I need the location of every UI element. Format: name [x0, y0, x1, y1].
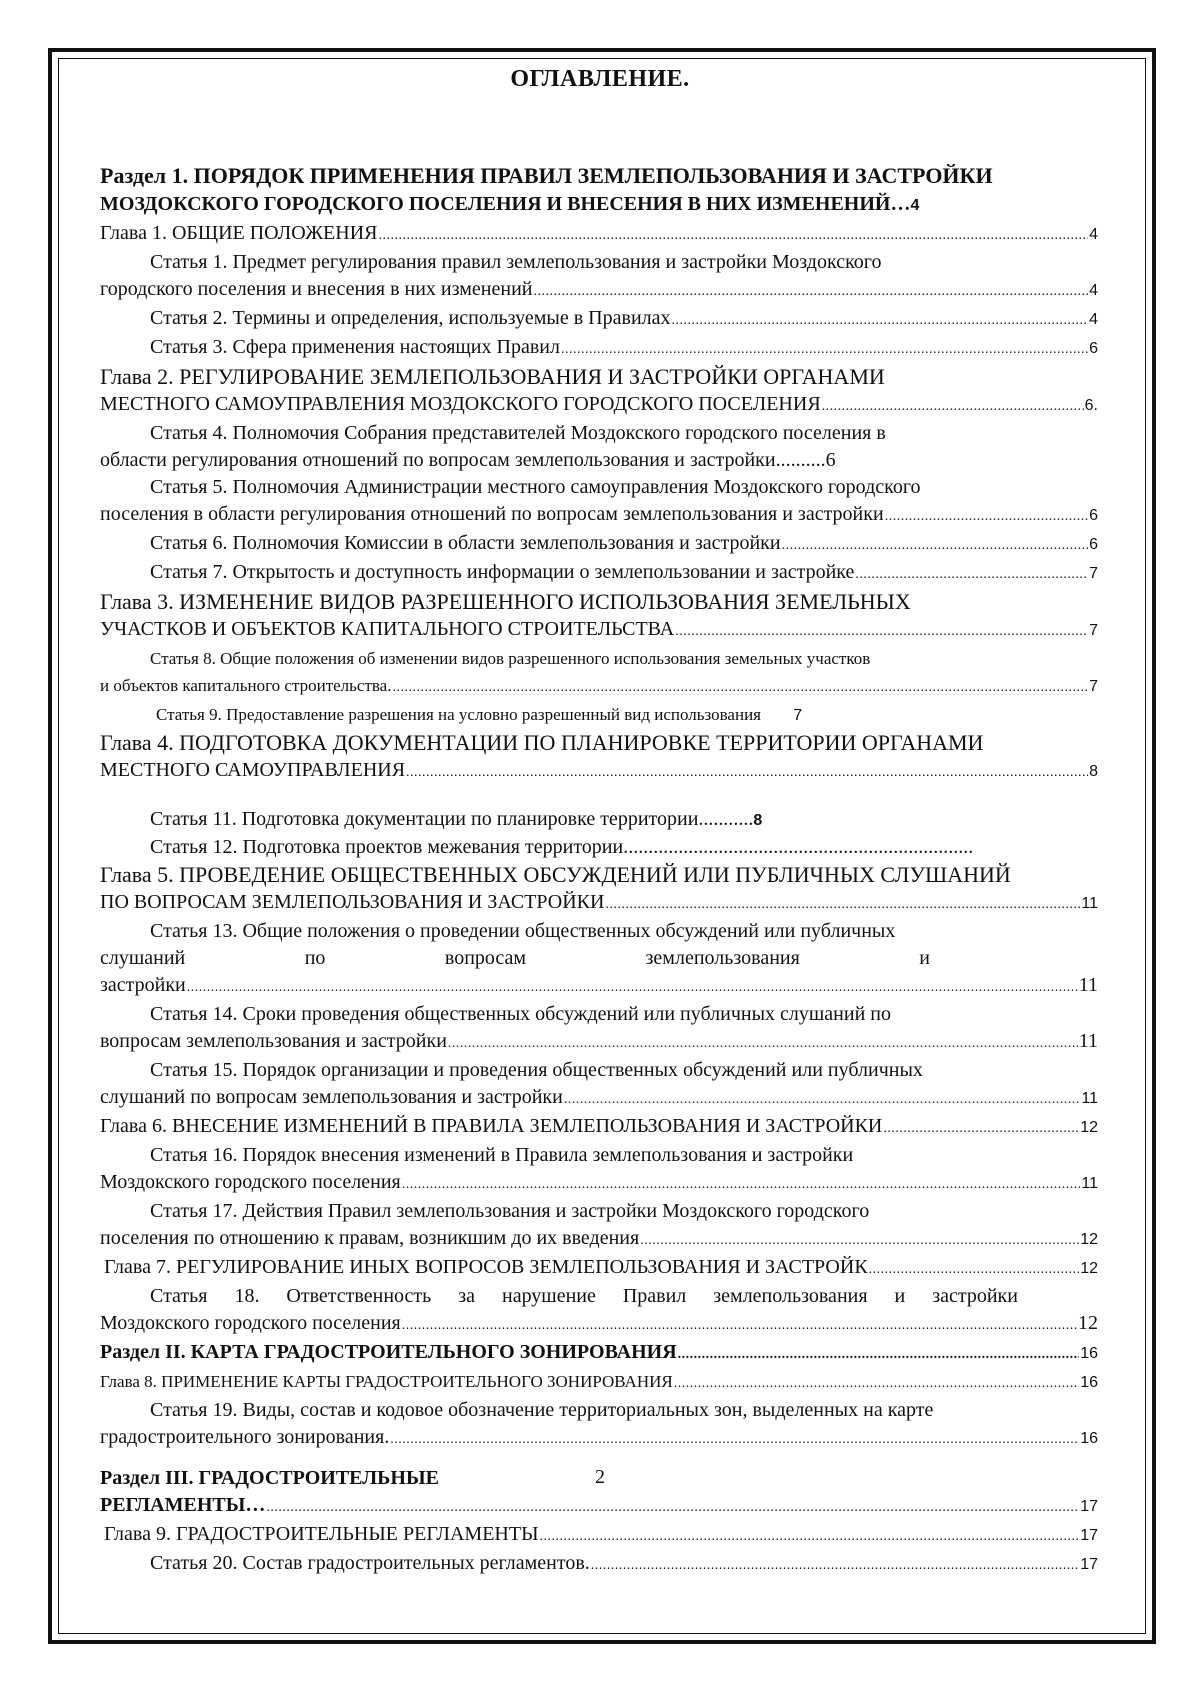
toc-entry-text: и объектов капитального строительства. [100, 676, 392, 695]
page-number: 2 [595, 1466, 605, 1488]
toc-page-number: 11 [1081, 1090, 1098, 1107]
toc-page-number: 11 [1078, 974, 1098, 996]
toc-chapter-3[interactable] [100, 588, 1098, 645]
toc-entry-text: Глава 6. ВНЕСЕНИЕ ИЗМЕНЕНИЙ В ПРАВИЛА ЗЕМЛЕПОЛЬЗОВАНИЯ И ЗАСТРОЙКИ [100, 1115, 883, 1137]
toc-article-20[interactable] [100, 1550, 1098, 1579]
toc-entry-text: Статья 16. Порядок внесения изменений в Правила землепользования и застройки [150, 1144, 854, 1166]
toc-page-number: 16 [1080, 1430, 1098, 1447]
toc-page-number: 12 [1080, 1231, 1098, 1248]
toc-chapter-5[interactable] [100, 861, 1098, 918]
toc-chapter-2[interactable] [100, 363, 1098, 420]
toc-page-number: 7 [1089, 565, 1098, 582]
toc-page-number: 8 [1089, 763, 1098, 780]
toc-entry-text: Статья 17. Действия Правил землепользования и застройки Моздокского городского [150, 1200, 870, 1222]
toc-entry-text: Глава 7. РЕГУЛИРОВАНИЕ ИНЫХ ВОПРОСОВ ЗЕМЛЕПОЛЬЗОВАНИЯ И ЗАСТРОЙК [104, 1256, 868, 1278]
toc-page-number: 11 [1081, 895, 1098, 912]
toc-page-number: 11 [1081, 1175, 1098, 1192]
toc-page-number: 17 [1080, 1527, 1098, 1544]
toc-chapter-7[interactable] [100, 1254, 1098, 1283]
toc-entry-text: Статья 14. Сроки проведения общественных обсуждений или публичных слушаний по [150, 1003, 891, 1025]
toc-entry-text: Статья 15. Порядок организации и проведения общественных обсуждений или публичных [150, 1059, 923, 1081]
toc-page-number: 4 [1089, 226, 1098, 243]
toc-article-12[interactable] [100, 834, 1098, 861]
toc-entry-text: Глава 9. ГРАДОСТРОИТЕЛЬНЫЕ РЕГЛАМЕНТЫ [104, 1523, 539, 1545]
toc-entry-text: Статья 12. Подготовка проектов межевания территории...................................................................... [150, 836, 974, 858]
toc-section-1-line1: Раздел 1. ПОРЯДОК ПРИМЕНЕНИЯ ПРАВИЛ ЗЕМЛЕПОЛЬЗОВАНИЯ И ЗАСТРОЙКИ [100, 163, 993, 188]
toc-chapter-9[interactable] [100, 1521, 1098, 1550]
toc-entry-text: РЕГЛАМЕНТЫ… [100, 1494, 266, 1516]
toc-page-number: 7 [1089, 622, 1098, 639]
toc-entry-text: Глава 2. РЕГУЛИРОВАНИЕ ЗЕМЛЕПОЛЬЗОВАНИЯ И ЗАСТРОЙКИ ОРГАНАМИ [100, 364, 885, 389]
toc-article-18[interactable]: Статья 18. Ответственность за нарушение Правил землепользования и застройки Моздокского городского поселения ..... 12 [100, 1283, 1098, 1339]
toc-article-7[interactable] [100, 559, 1098, 588]
toc-entry-text: Глава 4. ПОДГОТОВКА ДОКУМЕНТАЦИИ ПО ПЛАНИРОВКЕ ТЕРРИТОРИИ ОРГАНАМИ [100, 730, 984, 755]
toc-entry-text: Статья 1. Предмет регулирования правил землепользования и застройки Моздокского [150, 251, 882, 273]
toc-page-number: 12 [1080, 1260, 1098, 1277]
toc-article-17[interactable] [100, 1198, 1098, 1254]
table-of-contents [100, 162, 1098, 1579]
toc-page-number: 4 [1089, 282, 1098, 299]
toc-entry-text: Глава 8. ПРИМЕНЕНИЕ КАРТЫ ГРАДОСТРОИТЕЛЬНОГО ЗОНИРОВАНИЯ [100, 1372, 673, 1391]
toc-entry-text: Статья 7. Открытость и доступность информации о землепользовании и застройке [150, 561, 855, 583]
toc-article-3[interactable] [100, 334, 1098, 363]
toc-entry-text: Статья 2. Термины и определения, используемые в Правилах [150, 307, 671, 329]
toc-entry-text: Статья 6. Полномочия Комиссии в области землепользования и застройки [150, 532, 781, 554]
toc-article-8[interactable] [100, 645, 1098, 701]
toc-page-number: 7 [793, 707, 803, 724]
toc-article-13[interactable]: Статья 13. Общие положения о проведении общественных обсуждений или публичных слушаний по вопросам землепользования и застройки ..... 11 [100, 918, 1098, 1001]
toc-page-number: 17 [1080, 1556, 1098, 1573]
toc-article-4[interactable] [100, 420, 1098, 474]
toc-entry-text: поселения по отношению к правам, возникшим до их введения [100, 1227, 640, 1249]
toc-chapter-4[interactable] [100, 729, 1098, 786]
toc-entry-text: Статья 3. Сфера применения настоящих Правил [150, 336, 560, 358]
toc-entry-text: градостроительного зонирования. [100, 1426, 390, 1448]
toc-page-number: 11 [1078, 1030, 1098, 1052]
toc-page-number: 4 [1089, 311, 1098, 328]
toc-entry-text: застройки [100, 974, 186, 996]
toc-entry-text: Раздел III. ГРАДОСТРОИТЕЛЬНЫЕ [100, 1467, 439, 1489]
toc-section-1-line2: МОЗДОКСКОГО ГОРОДСКОГО ПОСЕЛЕНИЯ И ВНЕСЕНИЯ В НИХ ИЗМЕНЕНИЙ… [100, 193, 911, 215]
toc-page-number: 8 [753, 812, 763, 829]
toc-entry-text: Статья 5. Полномочия Администрации местного самоуправления Моздокского городского [150, 476, 921, 498]
toc-entry-text: Статья 19. Виды, состав и кодовое обозначение территориальных зон, выделенных на карте [150, 1399, 934, 1421]
toc-page-number: 4 [910, 197, 920, 214]
toc-section-1[interactable] [100, 162, 1098, 220]
toc-entry-text: Статья 4. Полномочия Собрания представителей Моздокского городского поселения в [150, 422, 886, 444]
page-title: ОГЛАВЛЕНИЕ. [510, 66, 690, 92]
toc-entry-text: области регулирования отношений по вопросам землепользования и застройки..........6 [100, 449, 836, 471]
toc-page-number: 12 [1080, 1119, 1098, 1136]
toc-article-9[interactable] [100, 701, 1098, 729]
toc-page-number: 16 [1080, 1374, 1098, 1391]
toc-article-2[interactable] [100, 305, 1098, 334]
toc-chapter-6[interactable] [100, 1113, 1098, 1142]
toc-page-number: 6 [1089, 507, 1098, 524]
toc-page-number: 12 [1078, 1312, 1098, 1334]
toc-page-number: 7 [1089, 678, 1098, 695]
toc-entry-text: слушаний по вопросам землепользования и застройки [100, 1086, 563, 1108]
toc-article-15[interactable] [100, 1057, 1098, 1113]
toc-chapter-8[interactable] [100, 1368, 1098, 1397]
toc-page-number: 6 [1089, 536, 1098, 553]
toc-entry-text: Раздел II. КАРТА ГРАДОСТРОИТЕЛЬНОГО ЗОНИРОВАНИЯ [100, 1341, 677, 1363]
toc-section-2[interactable] [100, 1339, 1098, 1368]
toc-entry-text: Статья 13. Общие положения о проведении общественных обсуждений или публичных [150, 920, 896, 942]
toc-entry-text: Глава 1. ОБЩИЕ ПОЛОЖЕНИЯ [100, 222, 378, 244]
toc-entry-text: вопросам землепользования и застройки [100, 1030, 447, 1052]
toc-article-19[interactable] [100, 1397, 1098, 1453]
toc-page-number: 6. [1084, 397, 1098, 414]
toc-article-1[interactable] [100, 249, 1098, 305]
toc-entry-text: Статья 8. Общие положения об изменении видов разрешенного использования земельных участков [150, 649, 871, 668]
toc-page-number: 17 [1080, 1498, 1098, 1515]
toc-entry-text: Статья 9. Предоставление разрешения на условно разрешенный вид использования [156, 705, 761, 724]
toc-article-5[interactable] [100, 474, 1098, 530]
toc-entry-text: Глава 5. ПРОВЕДЕНИЕ ОБЩЕСТВЕННЫХ ОБСУЖДЕНИЙ ИЛИ ПУБЛИЧНЫХ СЛУШАНИЙ [100, 862, 1011, 887]
toc-page-number: 6 [1089, 340, 1098, 357]
toc-page-number: 16 [1080, 1345, 1098, 1362]
toc-entry-text: МЕСТНОГО САМОУПРАВЛЕНИЯ [100, 759, 406, 781]
toc-entry-text: Статья 20. Состав градостроительных регламентов. [150, 1552, 590, 1574]
toc-entry-text: поселения в области регулирования отношений по вопросам землепользования и застройки [100, 503, 884, 525]
toc-entry-text: УЧАСТКОВ И ОБЪЕКТОВ КАПИТАЛЬНОГО СТРОИТЕЛЬСТВА [100, 618, 675, 640]
toc-article-11[interactable] [100, 806, 1098, 834]
toc-article-6[interactable] [100, 530, 1098, 559]
toc-entry-text: Моздокского городского поселения [100, 1171, 401, 1193]
toc-entry-text: МЕСТНОГО САМОУПРАВЛЕНИЯ МОЗДОКСКОГО ГОРОДСКОГО ПОСЕЛЕНИЯ [100, 393, 821, 415]
toc-article-14[interactable] [100, 1001, 1098, 1057]
toc-article-16[interactable] [100, 1142, 1098, 1198]
toc-entry-text: ПО ВОПРОСАМ ЗЕМЛЕПОЛЬЗОВАНИЯ И ЗАСТРОЙКИ [100, 891, 605, 913]
toc-entry-text: Статья 11. Подготовка документации по планировке территории........... [150, 808, 754, 830]
toc-chapter-1[interactable] [100, 220, 1098, 249]
toc-entry-text: городского поселения и внесения в них изменений [100, 278, 533, 300]
toc-entry-text: Глава 3. ИЗМЕНЕНИЕ ВИДОВ РАЗРЕШЕННОГО ИСПОЛЬЗОВАНИЯ ЗЕМЕЛЬНЫХ [100, 589, 911, 614]
toc-entry-text: Моздокского городского поселения [100, 1312, 401, 1334]
